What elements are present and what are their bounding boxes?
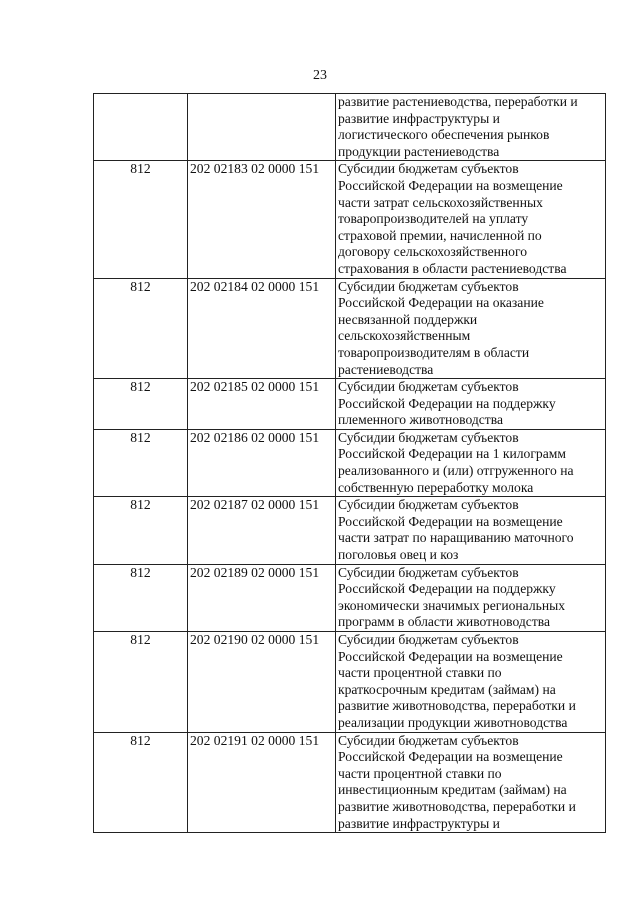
income-description-cell: развитие растениеводства, переработки и развитие инфраструктуры и логистического обеспечения рынков продукции растениеводства: [336, 94, 606, 161]
table-row: [94, 497, 606, 564]
admin-code-cell: 812: [94, 278, 188, 379]
admin-code-cell: 812: [94, 379, 188, 430]
income-description-cell: Субсидии бюджетам субъектов Российской Федерации на 1 килограмм реализованного и (или) отгруженного на собственную переработку молока: [336, 429, 606, 496]
budget-classification-code-cell: 202 02189 02 0000 151: [188, 564, 336, 631]
budget-classification-code-cell: 202 02190 02 0000 151: [188, 632, 336, 733]
budget-classification-code-cell: [188, 94, 336, 161]
table-row: [94, 94, 606, 161]
budget-codes-table: [93, 93, 606, 833]
income-description-cell: Субсидии бюджетам субъектов Российской Федерации на оказание несвязанной поддержки сельскохозяйственным товаропроизводителям в области растениеводства: [336, 278, 606, 379]
budget-classification-code-cell: 202 02186 02 0000 151: [188, 429, 336, 496]
income-description-cell: Субсидии бюджетам субъектов Российской Федерации на возмещение части затрат по наращиванию маточного поголовья овец и коз: [336, 497, 606, 564]
admin-code-cell: 812: [94, 429, 188, 496]
admin-code-cell: 812: [94, 564, 188, 631]
admin-code-cell: 812: [94, 497, 188, 564]
table-row: [94, 278, 606, 379]
income-description-cell: Субсидии бюджетам субъектов Российской Федерации на поддержку экономически значимых региональных программ в области животноводства: [336, 564, 606, 631]
table-row: [94, 429, 606, 496]
table-row: [94, 379, 606, 430]
budget-classification-code-cell: 202 02187 02 0000 151: [188, 497, 336, 564]
admin-code-cell: 812: [94, 161, 188, 278]
admin-code-cell: 812: [94, 732, 188, 833]
page-number: 23: [313, 68, 327, 83]
table-body: [94, 94, 606, 833]
table-row: [94, 732, 606, 833]
budget-classification-code-cell: 202 02183 02 0000 151: [188, 161, 336, 278]
income-description-cell: Субсидии бюджетам субъектов Российской Федерации на возмещение части затрат сельскохозяйственных товаропроизводителей на уплату страховой премии, начисленной по договору сельскохозяйственного страхования в области растениеводства: [336, 161, 606, 278]
income-description-cell: Субсидии бюджетам субъектов Российской Федерации на поддержку племенного животноводства: [336, 379, 606, 430]
admin-code-cell: 812: [94, 632, 188, 733]
table-row: [94, 161, 606, 278]
budget-classification-code-cell: 202 02184 02 0000 151: [188, 278, 336, 379]
budget-classification-code-cell: 202 02185 02 0000 151: [188, 379, 336, 430]
table-row: [94, 564, 606, 631]
table-row: [94, 632, 606, 733]
income-description-cell: Субсидии бюджетам субъектов Российской Федерации на возмещение части процентной ставки по краткосрочным кредитам (займам) на развитие животноводства, переработки и реализации продукции животноводства: [336, 632, 606, 733]
budget-classification-code-cell: 202 02191 02 0000 151: [188, 732, 336, 833]
admin-code-cell: [94, 94, 188, 161]
income-description-cell: Субсидии бюджетам субъектов Российской Федерации на возмещение части процентной ставки по инвестиционным кредитам (займам) на развитие животноводства, переработки и развитие инфраструктуры и: [336, 732, 606, 833]
